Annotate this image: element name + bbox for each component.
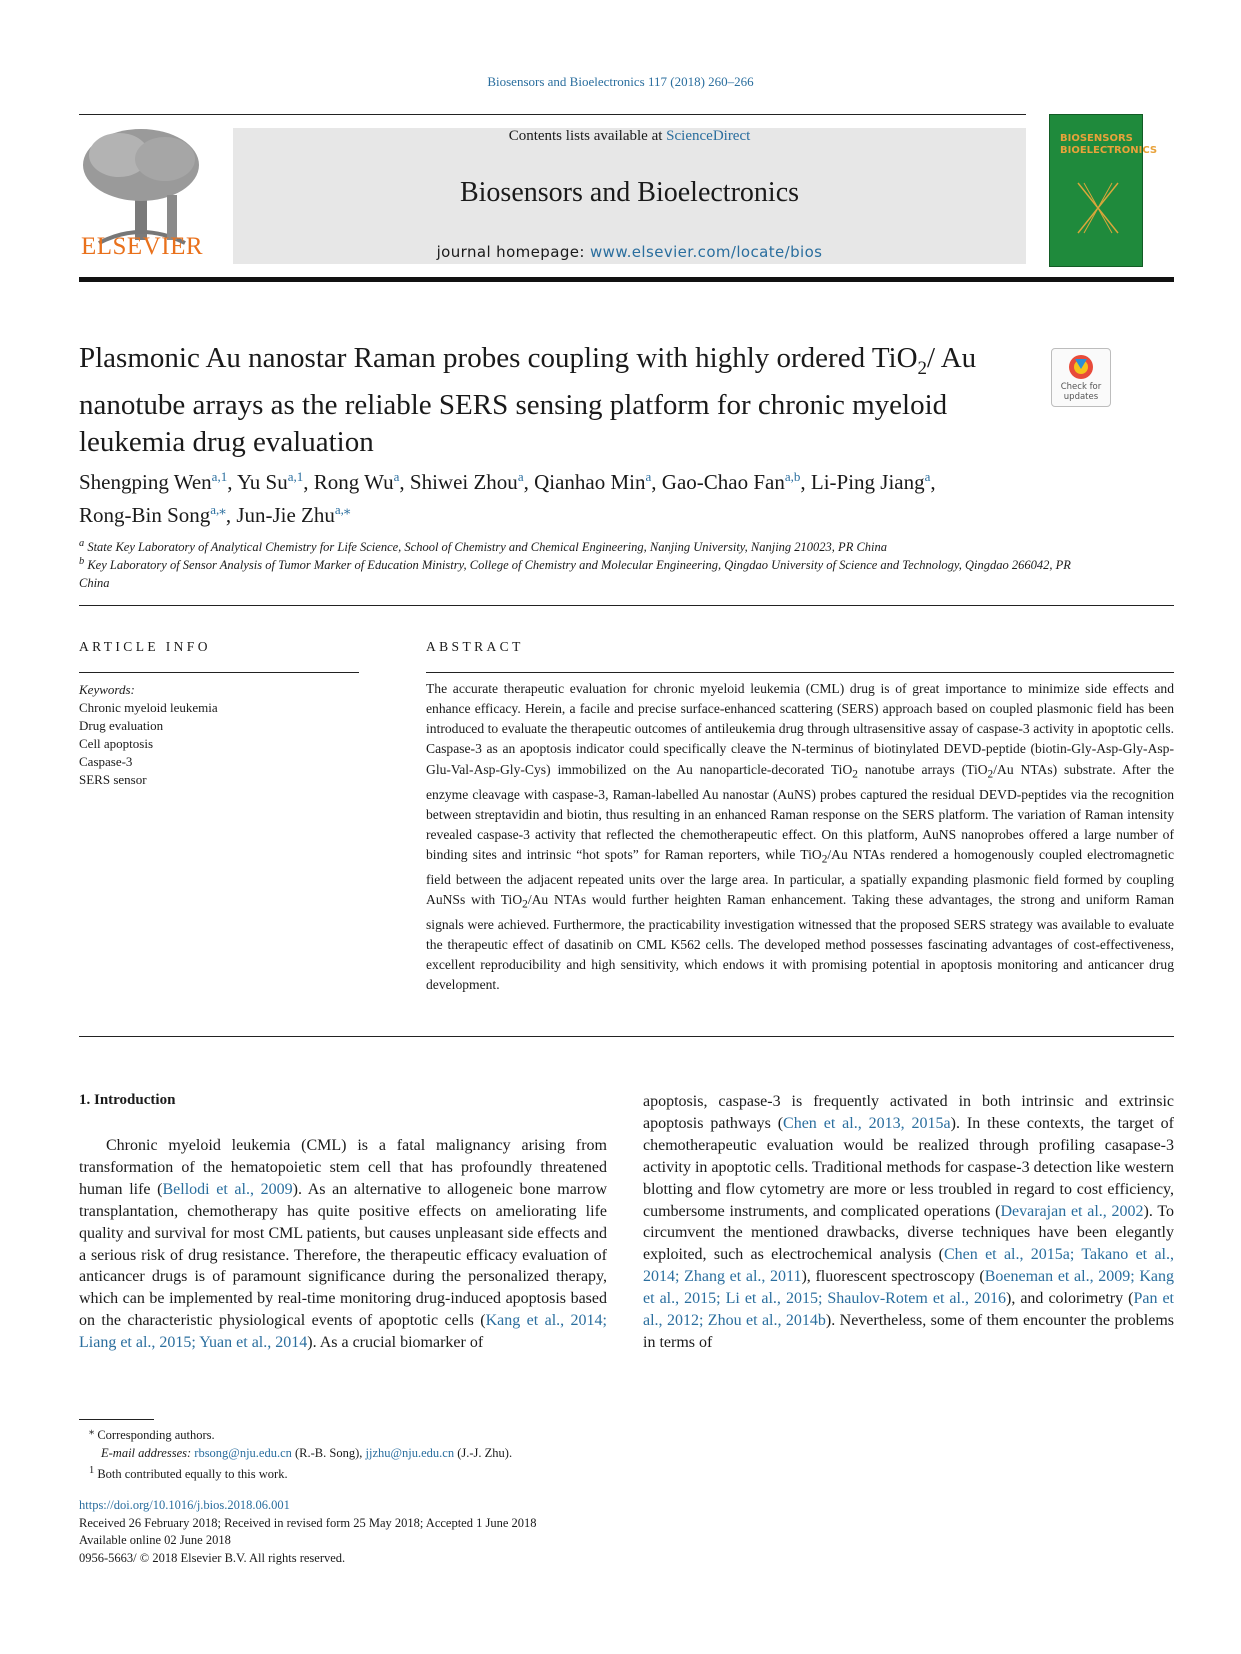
author-name: Yu Su: [236, 470, 288, 494]
check-for-updates-badge[interactable]: [1051, 348, 1111, 407]
subscript: 2: [522, 898, 528, 911]
author[interactable]: [237, 470, 303, 494]
affiliation-b-mark: b: [79, 556, 85, 567]
cover-title: [1060, 133, 1158, 157]
doi-link[interactable]: https://doi.org/10.1016/j.bios.2018.06.001: [79, 1498, 290, 1512]
author-affiliation-mark[interactable]: a: [924, 469, 931, 484]
footnote-corresponding: [79, 1423, 779, 1444]
title-rule: [79, 605, 1174, 606]
check-updates-line-2: updates: [1063, 392, 1099, 402]
available-online: Available online 02 June 2018: [79, 1533, 231, 1547]
title-part-1: Plasmonic Au nanostar Raman probes coupling with highly ordered TiO: [79, 342, 918, 374]
sciencedirect-link[interactable]: ScienceDirect: [666, 128, 751, 144]
affiliation-b-text: Key Laboratory of Sensor Analysis of Tumor Marker of Education Ministry, College of Chemistry and Molecular Engineering, Qingdao University of Science and Technology, Qingdao 266042, PR China: [79, 558, 1071, 591]
check-updates-label: [1052, 382, 1110, 402]
author-affiliation-mark[interactable]: a: [393, 469, 400, 484]
copyright-line: 0956-5663/ © 2018 Elsevier B.V. All rights reserved.: [79, 1550, 346, 1565]
received-dates: Received 26 February 2018; Received in revised form 25 May 2018; Accepted 1 June 2018: [79, 1515, 537, 1530]
article-info-heading: ARTICLE INFO: [79, 639, 211, 654]
author-affiliation-mark[interactable]: a,1: [211, 469, 228, 484]
text-run: ), and colorimetry (: [1005, 1290, 1134, 1308]
footnote-text: Both contributed equally to this work.: [97, 1467, 288, 1482]
abstract-part: The accurate therapeutic evaluation for chronic myeloid leukemia (CML) drug is of great importance to minimize side effects and enhance efficacy. Herein, a facile and precise surface-enhanced scattering (SERS) approach based on coupled plasmonic field has been introduced to evaluate the therapeutic outcomes of antileukemia drug through ultrasensitive assay of caspase-3 activity in apoptotic cells. Caspase-3 as an apoptosis indicator could specifically cleave the N-terminus of biotinylated DEVD-peptide (biotin-Gly-Asp-Gly-Asp-Glu-Val-Asp-Gly-Cys) immobilized on the Au nanoparticle-decorated TiO: [426, 681, 1174, 777]
citation-link[interactable]: Pan et al., 2012; Zhou et al., 2014b: [643, 1290, 1174, 1330]
citation-link[interactable]: Boeneman et al., 2009; Kang et al., 2015; Li et al., 2015; Shaulov-Rotem et al., 2016: [643, 1268, 1174, 1308]
footnotes: [79, 1423, 779, 1483]
footnote-text: Corresponding authors.: [97, 1428, 215, 1443]
publication-info: [79, 1497, 779, 1567]
abstract-text: [426, 679, 1174, 996]
author[interactable]: [811, 470, 931, 494]
keyword-item: SERS sensor: [79, 772, 147, 787]
text-run: apoptosis, caspase-3 is frequently activated in both intrinsic and extrinsic apoptosis pathways (: [643, 1093, 1174, 1132]
citation-link[interactable]: Bellodi et al., 2009: [162, 1180, 293, 1198]
text-run: ). As a crucial biomarker of: [307, 1334, 484, 1352]
footnote-mark: ⁎: [89, 1426, 95, 1437]
abstract-part: /Au NTAs would further heighten Raman enhancement. Taking these advantages, the strong and uniform Raman signals were achieved. Furthermore, the practicability investigation witnessed that the proposed SERS strategy was available to evaluate the therapeutic effect of dasatinib on CML K562 cells. The developed method possesses fascinating advantages of cost-effectiveness, excellent reproducibility and high sensitivity, which endows it with promising potential in apoptosis monitoring and anticancer drug development.: [426, 892, 1174, 993]
author[interactable]: [79, 503, 226, 527]
email-owner: (J.-J. Zhu).: [454, 1446, 513, 1461]
footnote-rule: [79, 1419, 154, 1420]
title-subscript: 2: [917, 357, 928, 379]
keywords-block: [79, 681, 218, 789]
author-name: Li-Ping Jiang: [810, 470, 925, 494]
author-affiliation-mark[interactable]: a,⁎: [334, 502, 351, 517]
citation-link[interactable]: Chen et al., 2013, 2015a: [783, 1114, 951, 1132]
contents-prefix: Contents lists available at: [508, 128, 667, 144]
author-list: Shengping Wen$^{a,1}$, Yu Su$^{a,1}$, Rong Wu$^a$, Shiwei Zhou$^a$, Qianhao Min$^a$, Gao-Chao Fan$^{a,b}$, Li-Ping Jiang$^a$, Rong-Bin Song$^{a,⁎}$, Jun-Jie Zhu$^{a,⁎}$: [79, 469, 936, 527]
paper-title: [79, 340, 1019, 461]
author-affiliation-mark[interactable]: a: [517, 469, 524, 484]
author-name: Shiwei Zhou: [409, 470, 518, 494]
email-label: E-mail addresses:: [101, 1446, 192, 1461]
author-name: Rong-Bin Song: [79, 503, 211, 527]
author-name: Shengping Wen: [79, 470, 212, 494]
citation-link[interactable]: Chen et al., 2015a; Takano et al., 2014; Zhang et al., 2011: [643, 1246, 1174, 1286]
email-owner: (R.-B. Song),: [291, 1446, 366, 1461]
author-name: Qianhao Min: [534, 470, 646, 494]
footnote-mark: 1: [89, 1465, 95, 1477]
abstract-part: /Au NTAs rendered a homogenously coupled electromagnetic field between the adjacent repeated units over the large area. In particular, a spatially expanding plasmonic field formed by coupling AuNSs with TiO: [426, 846, 1174, 907]
author-name: Rong Wu: [313, 470, 394, 494]
text-run: ). Nevertheless, some of them encounter the problems in terms of: [643, 1312, 1174, 1351]
author-name: Jun-Jie Zhu: [236, 503, 335, 527]
keyword-item: Drug evaluation: [79, 718, 164, 733]
cover-graphic-icon: [1076, 181, 1120, 235]
header-rule: [79, 114, 1026, 115]
abstract-part: nanotube arrays (TiO: [857, 761, 988, 777]
affiliation-a-mark: a: [79, 538, 85, 549]
footnote-equal-contribution: [79, 1462, 779, 1483]
abstract-part: /Au NTAs) substrate. After the enzyme cleavage with caspase-3, Raman-labelled Au nanostar (AuNS) probes captured the residual DEVD-peptides via the recognition between streptavidin and biotin, thus resulting in an enhanced Raman response on the SERS platform. The variation of Raman intensity revealed caspase-3 activity that reflected the chemotherapeutic effect. On this platform, AuNS nanoprobes offered a large number of binding sites and intrinsic “hot spots” for Raman reporters, while TiO: [426, 761, 1174, 862]
subscript: 2: [852, 768, 858, 781]
email-link[interactable]: jjzhu@nju.edu.cn: [365, 1446, 455, 1461]
citation-link[interactable]: Devarajan et al., 2002: [1000, 1202, 1144, 1220]
author-affiliation-mark[interactable]: a,⁎: [210, 502, 226, 517]
contents-line: [233, 128, 1026, 145]
article-info-rule: [79, 672, 359, 673]
section-heading-introduction: 1. Introduction: [79, 1092, 176, 1108]
text-run: Chronic myeloid leukemia (CML) is a fatal malignancy arising from transformation of the hematopoietic stem cell that has profoundly threatened human life (: [79, 1137, 607, 1198]
subscript: 2: [987, 768, 994, 781]
footnote-emails: [79, 1444, 779, 1462]
header-thick-rule: [79, 277, 1174, 282]
keyword-item: Cell apoptosis: [79, 736, 154, 751]
publisher-name: ELSEVIER: [80, 233, 204, 260]
text-run: ). As an alternative to allogeneic bone marrow transplantation, chemotherapy has quite positive effects on ameliorating life quality and survival for most CML patients, but causes unpleasant side effects and a serious risk of drug resistance. Therefore, the therapeutic efficacy evaluation of anticancer drugs is of paramount significance during the personalized therapy, which can be implemented by real-time monitoring drug-induced apoptosis based on the characteristic physiological events of apoptotic cells (: [79, 1180, 608, 1330]
citation-link[interactable]: Kang et al., 2014; Liang et al., 2015; Yuan et al., 2014: [79, 1312, 607, 1352]
author[interactable]: [410, 470, 524, 494]
homepage-line: [233, 243, 1026, 261]
email-link[interactable]: rbsong@nju.edu.cn: [194, 1446, 292, 1461]
author-affiliation-mark[interactable]: a: [645, 469, 652, 484]
homepage-link[interactable]: www.elsevier.com/locate/bios: [590, 243, 823, 261]
author[interactable]: [314, 470, 400, 494]
check-updates-line-1: Check for: [1060, 382, 1102, 392]
abstract-heading: ABSTRACT: [426, 639, 524, 654]
affiliation-b: [79, 553, 1079, 592]
abstract-rule: [426, 672, 1174, 673]
homepage-prefix: journal homepage:: [436, 243, 590, 261]
keyword-item: Caspase-3: [79, 754, 133, 769]
text-run: ). In these contexts, the target of chemotherapeutic evaluation would be realized through profiling casapase-3 activity in apoptotic cells. Traditional methods for caspase-3 detection like western blotting and flow cytometry are more or less troubled in regard to cost efficiency, cumbersome instruments, and complicated operations (: [643, 1114, 1174, 1220]
author[interactable]: [534, 470, 651, 494]
body-column-left: [79, 1135, 607, 1354]
keyword-item: Chronic myeloid leukemia: [79, 700, 218, 715]
elsevier-logo: [79, 125, 205, 265]
keywords-label: Keywords:: [79, 682, 135, 697]
intro-paragraph: [79, 1135, 607, 1354]
journal-title: Biosensors and Bioelectronics: [459, 177, 800, 208]
abstract-bottom-rule: [79, 1036, 1174, 1037]
subscript: 2: [821, 853, 828, 866]
author-affiliation-mark[interactable]: a,1: [287, 469, 304, 484]
journal-cover[interactable]: [1049, 114, 1158, 267]
check-updates-icon: [1067, 353, 1095, 381]
author-affiliation-mark[interactable]: a,b: [784, 469, 801, 484]
text-run: ). To circumvent the mentioned drawbacks, diverse techniques have been elegantly exploited, such as electrochemical analysis (: [643, 1202, 1174, 1264]
journal-citation[interactable]: Biosensors and Bioelectronics 117 (2018) 260–266: [487, 74, 754, 89]
author[interactable]: [79, 470, 227, 494]
author[interactable]: [662, 470, 801, 494]
affiliation-a-text: State Key Laboratory of Analytical Chemistry for Life Science, School of Chemistry and Chemical Engineering, Nanjing University, Nanjing 210023, PR China: [87, 540, 888, 555]
body-column-right: [643, 1091, 1174, 1354]
title-part-2: / Au nanotube arrays as the reliable SERS sensing platform for chronic myeloid leukemia drug evaluation: [79, 342, 977, 458]
text-run: ), fluorescent spectroscopy (: [801, 1268, 985, 1286]
cover-title-line-1: BIOSENSORS: [1060, 133, 1133, 144]
cover-title-line-2: BIOELECTRONICS: [1060, 145, 1158, 156]
author-name: Gao-Chao Fan: [661, 470, 785, 494]
author[interactable]: [236, 503, 350, 527]
